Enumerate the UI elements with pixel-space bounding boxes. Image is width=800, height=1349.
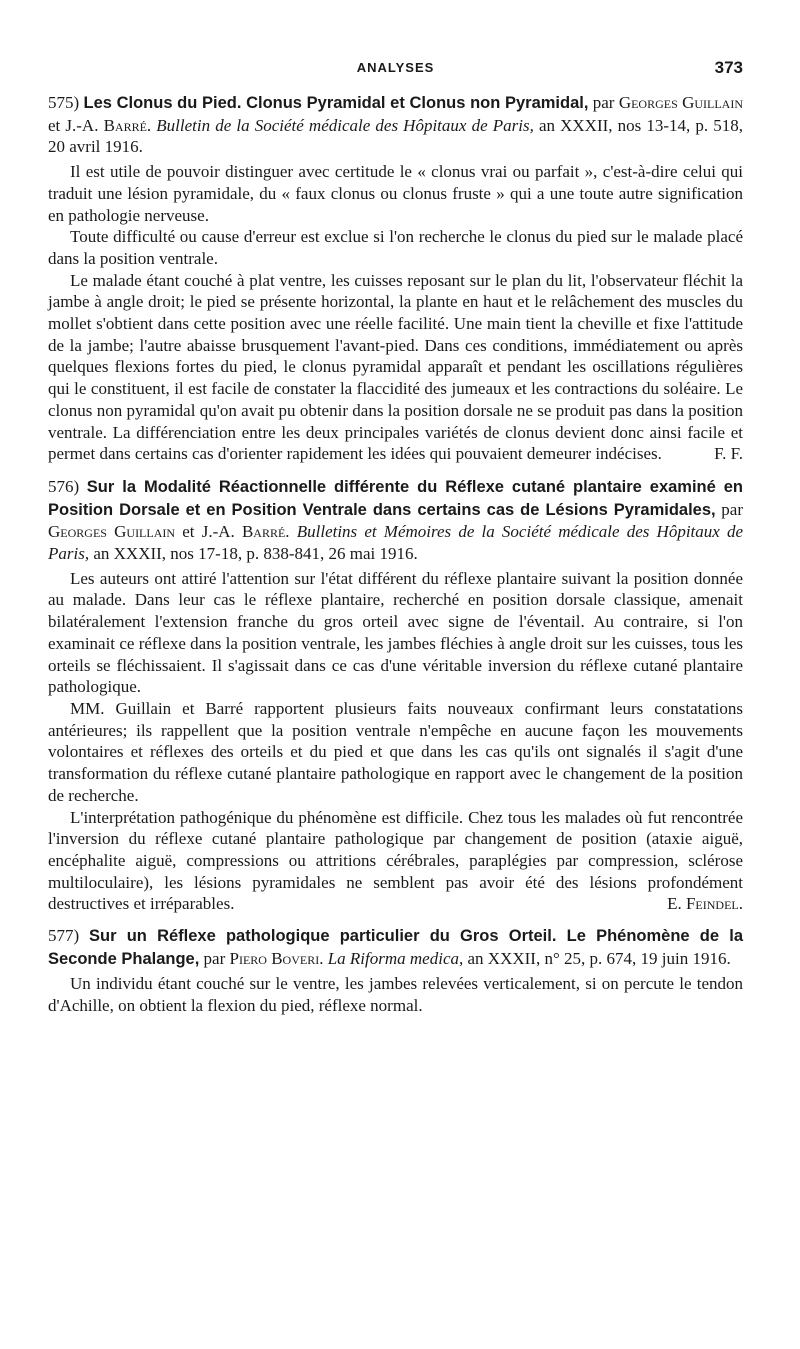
entry-number: 577)	[48, 926, 80, 946]
entry-number: 576)	[48, 476, 80, 496]
entry-number: 575)	[48, 93, 80, 112]
entry-author: Piero Boveri.	[229, 948, 324, 968]
entry-author: Georges Guillain	[618, 93, 744, 112]
entry-title: Sur la Modalité Réactionnelle différente du Réflexe cutané plantaire examiné en Position Dorsale et en Position Ventrale dans certains cas de Lésions Pyramidales,	[48, 477, 744, 519]
entry-author-2: J.-A. Barré.	[65, 115, 152, 135]
entry-journal: Bulletins et Mémoires de la Société médicale des Hôpitaux de Paris,	[48, 522, 744, 564]
paragraph	[48, 807, 743, 916]
running-title: ANALYSES	[356, 60, 435, 75]
page-number: 373	[714, 58, 743, 77]
entry-heading	[48, 92, 743, 158]
entry-by: par	[592, 93, 615, 112]
entry-reference: an XXXII, nos 17-18, p. 838-841, 26 mai 1916.	[93, 544, 418, 564]
entry-author-2: J.-A. Barré.	[201, 522, 290, 542]
entry-journal: Bulletin de la Société médicale des Hôpitaux de Paris,	[156, 115, 534, 135]
entry-title: Les Clonus du Pied. Clonus Pyramidal et Clonus non Pyramidal,	[83, 94, 589, 112]
running-header	[48, 58, 743, 82]
paragraph-text: Le malade étant couché à plat ventre, les cuisses reposant sur le plan du lit, l'observateur fléchit la jambe à angle droit; le pied se présente horizontal, la plante en haut et le relâchement des muscles du mollet s'obtient dans cette position avec une réelle facilité. Une main tient la cheville et fixe l'attitude de la jambe; l'autre abaisse brusquement l'avant-pied. Dans ces conditions, immédiatement ou après quelques flexions fortes du pied, le clonus pyramidal apparaît et pendant les oscillations régulières qui le constituent, il est facile de constater la flaccidité des jumeaux et les contractions du soléaire. Le clonus non pyramidal qu'on avait pu obtenir dans la position dorsale ne se produit pas dans la position ventrale. La différenciation entre les deux principales variétés de clonus devient donc ainsi facile et permet dans certains cas d'orienter rapidement les idées qui pouvaient demeurer indécises.	[48, 270, 743, 464]
page-body	[48, 92, 743, 1017]
abstract-entry	[48, 92, 743, 465]
entry-journal: La Riforma medica,	[327, 948, 464, 968]
entry-author: Georges Guillain	[48, 522, 176, 542]
paragraph: Les auteurs ont attiré l'attention sur l'état différent du réflexe plantaire suivant la position donnée au malade. Dans leur cas le réflexe plantaire, recherché en position dorsale classique, amenait bilatéralement l'extension franche du gros orteil avec signe de l'éventail. Au contraire, si l'on examinait ce réflexe dans la position ventrale, les jambes fléchies à angle droit sur les cuisses, tous les orteils se fléchissaient. Il s'agissait dans ce cas d'une véritable inversion du réflexe cutané plantaire pathologique.	[48, 568, 743, 697]
signature: F. F.	[714, 444, 743, 464]
entry-by: par	[721, 499, 743, 519]
abstract-entry	[48, 476, 743, 915]
paragraph	[48, 270, 743, 465]
entry-heading	[48, 476, 743, 565]
entry-title: Sur un Réflexe pathologique particulier du Gros Orteil. Le Phénomène de la Seconde Phalange,	[48, 927, 743, 968]
entry-and: et	[48, 115, 61, 135]
entry-reference: an XXXII, nos 13-14, p. 518, 20 avril 1916.	[48, 115, 744, 157]
entry-reference: an XXXII, n° 25, p. 674, 19 juin 1916.	[467, 948, 731, 968]
signature: E. Feindel.	[667, 894, 743, 914]
paragraph-text: L'interprétation pathogénique du phénomène est difficile. Chez tous les malades où fut rencontrée l'inversion du réflexe cutané plantaire pathologique par changement de position (ataxie aiguë, encéphalite aiguë, compressions ou attritions cérébrales, paraplégies par compression, sclérose multiloculaire), les lésions pyramidales ne semblent pas avoir été des lésions profondément destructives et irréparables.	[48, 807, 743, 914]
abstract-entry	[48, 925, 743, 1017]
paragraph: Il est utile de pouvoir distinguer avec certitude le « clonus vrai ou parfait », c'est-à-dire celui qui traduit une lésion pyramidale, du « faux clonus ou clonus fruste » qui a une toute autre signification en pathologie nerveuse.	[48, 162, 743, 225]
entry-heading	[48, 925, 743, 970]
entry-and: et	[182, 522, 195, 542]
paragraph: Un individu étant couché sur le ventre, les jambes relevées verticalement, si on percute le tendon d'Achille, on obtient la flexion du pied, réflexe normal.	[48, 974, 743, 1016]
entry-by: par	[203, 948, 226, 968]
paragraph: Toute difficulté ou cause d'erreur est exclue si l'on recherche le clonus du pied sur le malade placé dans la position ventrale.	[48, 227, 743, 268]
paragraph: MM. Guillain et Barré rapportent plusieurs faits nouveaux confirmant leurs constatations antérieures; ils rappellent que la position ventrale n'empêche en aucune façon les mouvements volontaires et réflexes des orteils et du pied et que dans les cas qu'ils ont signalés il s'agit d'une transformation du réflexe cutané plantaire pathologique en rapport avec le changement de la position de recherche.	[48, 698, 743, 805]
